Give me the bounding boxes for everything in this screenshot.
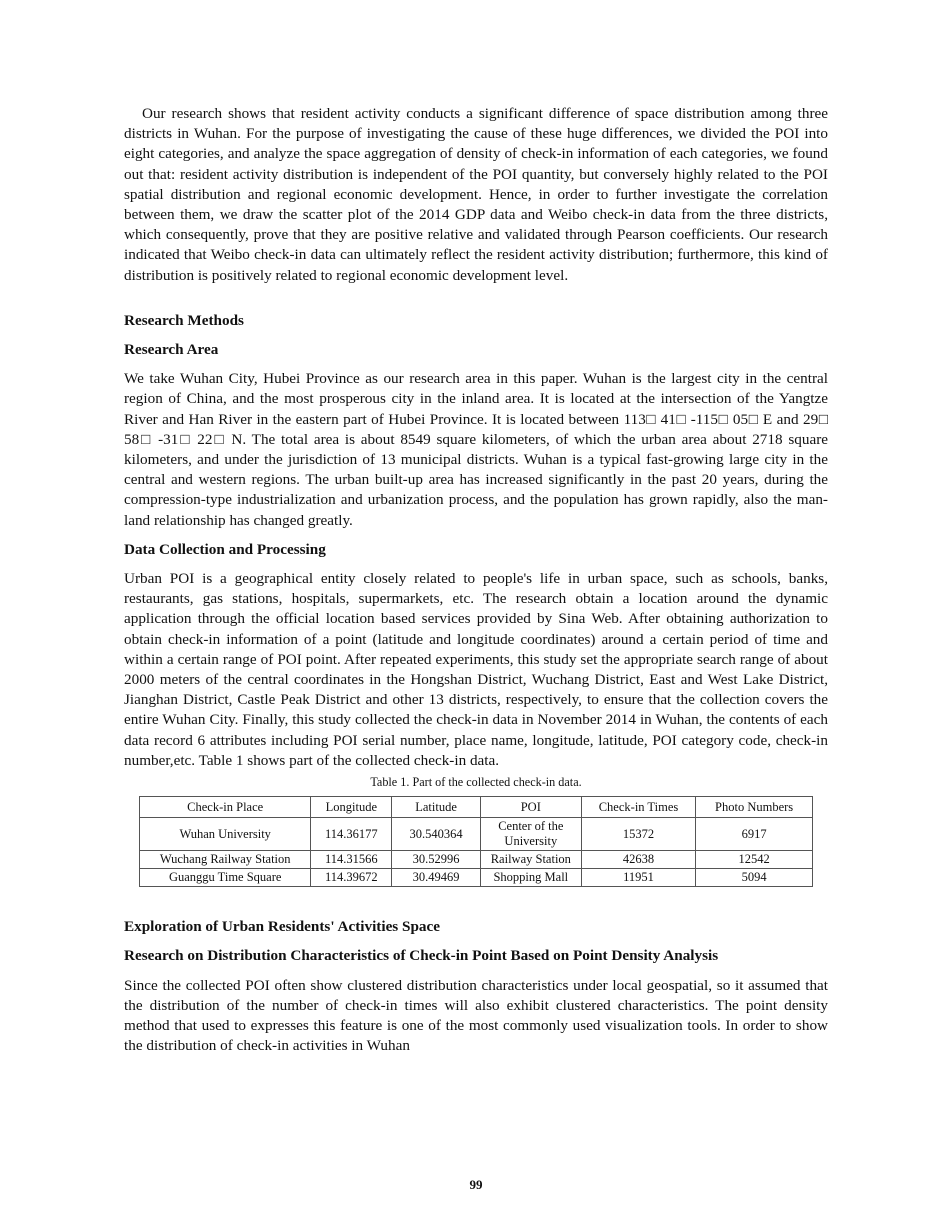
cell-latitude: 30.49469	[392, 869, 481, 887]
cell-longitude: 114.36177	[311, 818, 392, 851]
section-heading-research-methods: Research Methods	[124, 311, 244, 329]
cell-latitude: 30.52996	[392, 851, 481, 869]
cell-latitude: 30.540364	[392, 818, 481, 851]
cell-longitude: 114.31566	[311, 851, 392, 869]
cell-longitude: 114.39672	[311, 869, 392, 887]
research-area-paragraph: We take Wuhan City, Hubei Province as our research area in this paper. Wuhan is the largest city in the central region of China, and the most prosperous city in the inland area. It is located at the intersection of the Yangtze River and Han River in the eastern part of Hubei Province. It is located between 113□ 41□ -115□ 05□ E and 29□ 58□ -31□ 22□ N. The total area is about 8549 square kilometers, of which the urban area about 2718 square kilometers, and under the jurisdiction of 13 municipal districts. Wuhan is a typical fast-growing large city in the central and western regions. The urban built-up area has increased significantly in the past 20 years, during the compression-type industrialization and urbanization process, and the population has grown rapidly, also the man-land relationship has changed greatly.	[124, 370, 828, 529]
checkin-table	[139, 796, 813, 887]
header-checkin-times: Check-in Times	[581, 797, 695, 818]
cell-checkin-times: 15372	[581, 818, 695, 851]
subsection-heading-point-density: Research on Distribution Characteristics of Check-in Point Based on Point Density Analysis	[124, 947, 719, 965]
cell-photo-numbers: 5094	[696, 869, 813, 887]
cell-checkin-times: 11951	[581, 869, 695, 887]
intro-paragraph: Our research shows that resident activity conducts a significant difference of space distribution among three districts in Wuhan. For the purpose of investigating the cause of these huge differences, we divided the POI into eight categories, and analyze the space aggregation of density of check-in information of each categories, we found out that: resident activity distribution is independent of the POI quantity, but conversely highly related to the POI spatial distribution and regional economic development. Hence, in order to further investigate the correlation between them, we draw the scatter plot of the 2014 GDP data and Weibo check-in data from the three districts, which consequently, prove that they are positive relative and validated through Pearson coefficients. Our research indicated that Weibo check-in data can ultimately reflect the resident activity distribution; furthermore, this kind of distribution is positively related to regional economic development level.	[124, 105, 828, 284]
point-density-paragraph: Since the collected POI often show clustered distribution characteristics under local geospatial, so it assumed that the distribution of the number of check-in times will also exhibit clustered characteristics. The point density method that used to expresses this feature is one of the most commonly used visualization tools. In order to show the distribution of check-in activities in Wuhan	[124, 976, 828, 1055]
table-row	[140, 869, 813, 887]
cell-photo-numbers: 12542	[696, 851, 813, 869]
table-row	[140, 818, 813, 851]
cell-photo-numbers: 6917	[696, 818, 813, 851]
cell-poi: Railway Station	[480, 851, 581, 869]
cell-place: Wuhan University	[140, 818, 311, 851]
subsection-heading-research-area: Research Area	[124, 341, 219, 359]
cell-poi: Shopping Mall	[480, 869, 581, 887]
header-poi: POI	[480, 797, 581, 818]
data-collection-paragraph: Urban POI is a geographical entity closely related to people's life in urban space, such as schools, banks, restaurants, gas stations, hospitals, supermarkets, etc. The research obtain a location around the dynamic application through the official location based services provided by Sina Web. After obtaining authorization to obtain check-in information of a point (latitude and longitude coordinates) around a certain period of time and within a certain range of POI point. After repeated experiments, this study set the appropriate search range of about 2000 meters of the central coordinates in the Hongshan District, Wuchang District, East and West Lake District, Jianghan District, Castle Peak District and other 13 districts, respectively, to ensure that the collection covers the entire Wuhan City. Finally, this study collected the check-in data in November 2014 in Wuhan, the contents of each data record 6 attributes including POI serial number, place name, longitude, latitude, POI category code, check-in number,etc. Table 1 shows part of the collected check-in data.	[124, 570, 828, 769]
subsection-heading-data-collection: Data Collection and Processing	[124, 540, 326, 558]
cell-checkin-times: 42638	[581, 851, 695, 869]
cell-place: Guanggu Time Square	[140, 869, 311, 887]
header-latitude: Latitude	[392, 797, 481, 818]
header-photo-numbers: Photo Numbers	[696, 797, 813, 818]
page-content	[124, 104, 828, 1056]
cell-place: Wuchang Railway Station	[140, 851, 311, 869]
table-caption: Table 1. Part of the collected check-in data.	[370, 775, 582, 790]
cell-poi: Center of the University	[480, 818, 581, 851]
header-longitude: Longitude	[311, 797, 392, 818]
section-heading-exploration: Exploration of Urban Residents' Activities Space	[124, 918, 440, 936]
table-header-row	[140, 797, 813, 818]
table-row	[140, 851, 813, 869]
header-checkin-place: Check-in Place	[140, 797, 311, 818]
page-number: 99	[469, 1177, 483, 1192]
